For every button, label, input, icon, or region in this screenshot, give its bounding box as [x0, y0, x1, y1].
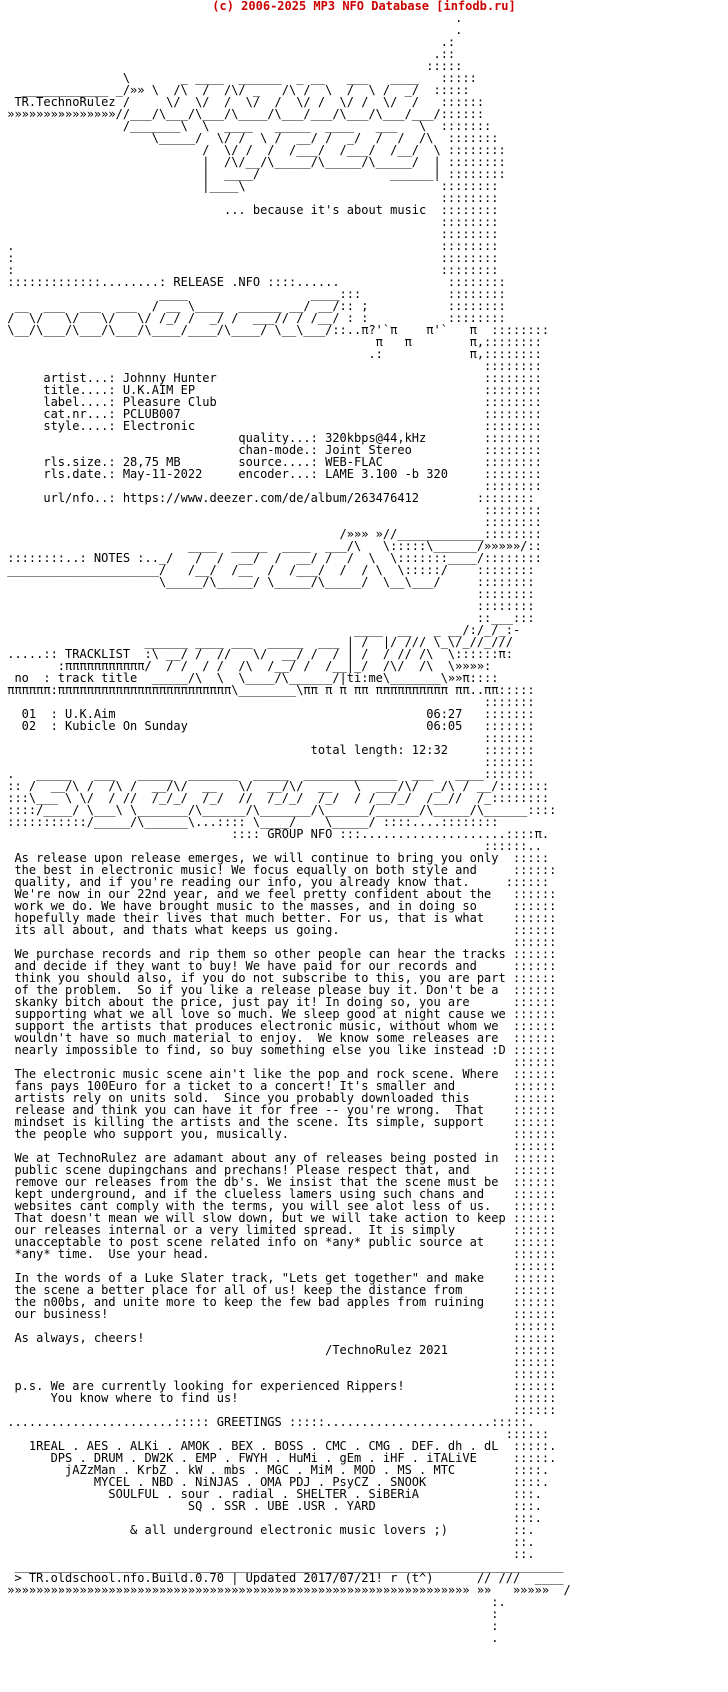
nfo-line: skanky bitch about the price, just pay it! In doing so, you are :::::: [0, 995, 557, 1009]
nfo-line: :::::::::::::........: RELEASE .NFO ::::...... :::::::: [0, 275, 506, 289]
nfo-line: label....: Pleasure Club :::::::: [0, 395, 542, 409]
nfo-line: \__/\___/\___/\___/\____/____/\____/ \__\___/::..π?'`π π'` π :::::::: [0, 323, 550, 337]
nfo-line: 1REAL . AES . ALKi . AMOK . BEX . BOSS . CMC . CMG . DEF. dh . dL :::::. [0, 1439, 557, 1453]
nfo-line: artist...: Johnny Hunter :::::::: [0, 371, 542, 385]
nfo-line: no : track title _____/\ \ \____/\______/|ti:me\_______\»»π:::: [0, 671, 499, 685]
nfo-line: ::. [0, 1547, 535, 1561]
nfo-line: That doesn't mean we will slow down, but we will take action to keep :::::: [0, 1211, 557, 1225]
nfo-line: ____ ____::: :::::::: [0, 287, 506, 301]
nfo-line: / \/ \/ \/ \/ /_/ / _/ / ___// / /__/ : : :::::::: [0, 311, 506, 325]
nfo-line: .....:: TRACKLIST :\ __/ / // \/ __/ / / | / / // /\ \::::::π: [0, 647, 513, 661]
nfo-line: artists rely on units sold. Since you probably downloaded this :::::: [0, 1091, 557, 1105]
nfo-line: wouldn't have so much material to enjoy. We know some releases are :::::: [0, 1031, 557, 1045]
nfo-ascii-document [0, 12, 728, 1692]
nfo-line: /»»» »//____________:::::::: [0, 527, 542, 541]
nfo-line: ____ __ _ __/:/_/_:- [0, 623, 521, 637]
nfo-line: You know where to find us! :::::: [0, 1391, 557, 1405]
nfo-line: the scene a better place for all of us! keep the distance from :::::: [0, 1283, 557, 1297]
nfo-line: cat.nr...: PCLUB007 :::::::: [0, 407, 542, 421]
nfo-line: As release upon release emerges, we will continue to bring you only ::::: [0, 851, 550, 865]
nfo-line: :::. [0, 1511, 542, 1525]
nfo-line: . [0, 12, 463, 25]
nfo-line: »»»»»»»»»»»»»»»//___/\___/\___/\____/\___/___/\___/\___/___/:::::: [0, 107, 485, 121]
nfo-line: . [0, 23, 463, 37]
nfo-line: remove our releases from the db's. We insist that the scene must be :::::: [0, 1175, 557, 1189]
nfo-line: : :::::::: [0, 251, 499, 265]
nfo-line: ::::::::..: NOTES :.._/ / / __/ / __/ / / \ \:::::::____/:::::::: [0, 551, 542, 565]
nfo-line: quality, and if you're reading our info, you already know that. :::::: [0, 875, 550, 889]
nfo-line: kept underground, and if the clueless lamers using such chans and :::::: [0, 1187, 557, 1201]
nfo-line: and decide if they want to buy! We have paid for our records and :::::: [0, 959, 557, 973]
nfo-line: :::::::: [0, 191, 499, 205]
nfo-line: In the words of a Luke Slater track, "Lets get together" and make :::::: [0, 1271, 557, 1285]
nfo-line: :::::: [0, 1367, 557, 1381]
nfo-line: ... because it's about music :::::::: [0, 203, 499, 217]
nfo-line: ____________ _/»» \ /\ / /\/ _ /\ / \ / \ / _/ ::::: [0, 83, 470, 97]
nfo-line: \_____/ \/ / \ / __/ / _/ / / /\ ::::::: [0, 131, 499, 145]
nfo-line: .......................::::: GREETINGS :::::.......................:::::. [0, 1415, 535, 1429]
nfo-line: ____ _____ ____ ___/\ \:::::\______/»»»»»/:: [0, 539, 542, 553]
nfo-line: | ____/ ______| :::::::: [0, 167, 506, 181]
nfo-line: websites cant comply with the terms, you will see alot less of us. :::::: [0, 1199, 557, 1213]
nfo-line: We're now in our 22nd year, and we feel pretty confident about the :::::: [0, 887, 557, 901]
nfo-line: 02 : Kubicle On Sunday 06:05 ::::::: [0, 719, 535, 733]
nfo-line: TR.TechnoRulez / \/ \/ / \/ / \/ / \/ / \/ / :::::: [0, 95, 485, 109]
nfo-line: :::: GROUP NFO :::....................::::π. [0, 827, 550, 841]
nfo-line: ::::/____/ \___\ \_______/\______/\_______/\______/______/\_____/\______:::: [0, 803, 557, 817]
site-credit-banner: (c) 2006-2025 MP3 NFO Database [infodb.ru] [212, 0, 516, 13]
nfo-line: »»»»»»»»»»»»»»»»»»»»»»»»»»»»»»»»»»»»»»»»»»»»»»»»»»»»»»»»»»»»»»»» »» »»»»» / [0, 1583, 571, 1597]
nfo-line: nearly impossible to find, so buy something else you like instead :D :::::: [0, 1043, 557, 1057]
nfo-line: the n00bs, and unite more to keep the few bad apples from ruining :::::: [0, 1295, 557, 1309]
nfo-line: 01 : U.K.Aim 06:27 ::::::: [0, 707, 535, 721]
nfo-line: our business! :::::: [0, 1307, 557, 1321]
nfo-line: :πππππππππππ/ / / / / /\ /__/ / /__|_/ /\/ /\ \»»»»: [0, 659, 492, 673]
nfo-line: ::::::: [0, 731, 535, 745]
nfo-line: : [0, 1619, 499, 1633]
nfo-line: its all about, and thats what keeps us going. :::::: [0, 923, 557, 937]
nfo-line: mindset is killing the artists and the scene. Its simple, support :::::: [0, 1115, 557, 1129]
nfo-line: *any* time. Use your head. :::::: [0, 1247, 557, 1261]
nfo-line: The electronic music scene ain't like the pop and rock scene. Where :::::: [0, 1067, 557, 1081]
nfo-line: total length: 12:32 ::::::: [0, 743, 535, 757]
nfo-line: :::::::: [0, 599, 535, 613]
nfo-line: :::::: [0, 1427, 550, 1441]
nfo-line: the best in electronic music! We focus equally on both style and :::::: [0, 863, 557, 877]
nfo-line: π π π,:::::::: [0, 335, 542, 349]
nfo-line: hopefully made their lives that much better. For us, that is what :::::: [0, 911, 557, 925]
nfo-line: / \/ / / /___/ /___/ /__/ \ :::::::: [0, 143, 506, 157]
nfo-line: rls.date.: May-11-2022 encoder...: LAME 3.100 -b 320 :::::::: [0, 467, 542, 481]
nfo-line: > TR.oldschool.nfo.Build.0.70 | Updated 2017/07/21! r (t^) // /// ____ [0, 1571, 564, 1585]
nfo-line: . _____ ___ _____ _______ _____ _____________ ___ ____::::::: [0, 767, 535, 781]
nfo-line: public scene dupingchans and prechans! Please respect that, and :::::: [0, 1163, 557, 1177]
nfo-line: :::::::::::/_____/\______\...:::: \____/ \_____/ ::::....:::::::: [0, 815, 499, 829]
nfo-line: :::::: [0, 1259, 557, 1273]
nfo-line: ::::::: [0, 695, 535, 709]
nfo-line: .: π,:::::::: [0, 347, 542, 361]
nfo-line: : :::::::: [0, 263, 499, 277]
nfo-line: ____________________________________________________________________________ [0, 1559, 564, 1573]
nfo-line: We at TechnoRulez are adamant about any of releases being posted in :::::: [0, 1151, 557, 1165]
nfo-line: _____________________/ /__/ /__ / /___/ / / \ \:::::/ :::::::: [0, 563, 535, 577]
nfo-line: support the artists that produces electronic music, without whom we :::::: [0, 1019, 557, 1033]
nfo-line: :::::: [0, 935, 557, 949]
nfo-line: :::\___ \ \/ / // /_/_/ /_/ // /_/_/ /_/ / /__/_/ /__// /_:::::::: [0, 791, 550, 805]
nfo-line: DPS . DRUM . DW2K . EMP . FWYH . HuMi . gEm . iHF . iTALiVE :::::. [0, 1451, 557, 1465]
nfo-line: |____\ :::::::: [0, 179, 499, 193]
nfo-line: ππππππ:ππππππππππππππππππππππππ\________\ππ π π ππ ππππππππππ ππ..ππ::::: [0, 683, 535, 697]
nfo-line: :::::::: [0, 227, 499, 241]
nfo-line: \ _ ____ ______ _ __ ___ ____ ::::: [0, 71, 477, 85]
nfo-line: the people who support you, musically. :::::: [0, 1127, 557, 1141]
nfo-line: release and think you can have it for free -- you're wrong. That :::::: [0, 1103, 557, 1117]
nfo-line: ::::::: [0, 755, 535, 769]
nfo-line: MYCEL . NBD . NiNJAS . OMA PDJ . PsyCZ . SNOOK ::::. [0, 1475, 550, 1489]
nfo-line: :::::::: [0, 215, 499, 229]
nfo-line: : [0, 1607, 499, 1621]
nfo-line: .: [0, 35, 456, 49]
nfo-line: :::::::: [0, 587, 535, 601]
nfo-line: .:: [0, 47, 456, 61]
nfo-line: title....: U.K.AIM EP :::::::: [0, 383, 542, 397]
nfo-line: \_____/\_____/ \_____/\_____/ \__\___/ :::::::: [0, 575, 535, 589]
nfo-line: /TechnoRulez 2021 :::::: [0, 1343, 557, 1357]
nfo-line: style....: Electronic :::::::: [0, 419, 542, 433]
nfo-line: :::::: [0, 1055, 557, 1069]
nfo-line: ::. [0, 1535, 535, 1549]
nfo-line: | /\/__/\_____/\_____/\_____/ | :::::::: [0, 155, 506, 169]
nfo-line: :::::: [0, 1319, 557, 1333]
nfo-line: ::::::.. [0, 839, 542, 853]
nfo-line: ::::: [0, 59, 463, 73]
nfo-line: :::::: [0, 1355, 557, 1369]
nfo-line: supporting what we all love so much. We sleep good at night cause we :::::: [0, 1007, 557, 1021]
nfo-line: . [0, 1631, 499, 1645]
nfo-line: . :::::::: [0, 239, 499, 253]
nfo-line: url/nfo..: https://www.deezer.com/de/album/263476412 :::::::: [0, 491, 535, 505]
nfo-line: quality...: 320kbps@44,kHz :::::::: [0, 431, 542, 445]
nfo-line: & all underground electronic music lovers ;) ::. [0, 1523, 535, 1537]
nfo-line: chan-mode.: Joint Stereo :::::::: [0, 443, 542, 457]
nfo-line: ______ ____ ___ _____ ___ | / |/ /// \_\/_//_/// [0, 635, 513, 649]
nfo-line: :::::: [0, 1139, 557, 1153]
nfo-line: think you should also, if you do not subscribe to this, you are part :::::: [0, 971, 557, 985]
nfo-line: work we do. We have brought music to the masses, and in doing so :::::: [0, 899, 557, 913]
nfo-line: :::::::: [0, 479, 542, 493]
nfo-line: of the problem. So if you like a release please buy it. Don't be a :::::: [0, 983, 557, 997]
nfo-line: :::::::: [0, 515, 542, 529]
nfo-line: our releases internal or a very limited spread. It is simply :::::: [0, 1223, 557, 1237]
nfo-line: :::::::: [0, 503, 542, 517]
nfo-line: As always, cheers! :::::: [0, 1331, 557, 1345]
nfo-line: ::___::: [0, 611, 535, 625]
nfo-line: SQ . SSR . UBE .USR . YARD :::. [0, 1499, 542, 1513]
nfo-line: /_______\ \ ____ _____ ____ ___ \ ::::::: [0, 119, 492, 133]
nfo-line: p.s. We are currently looking for experienced Rippers! :::::: [0, 1379, 557, 1393]
nfo-line: jAZzMan . KrbZ . kW . mbs . MGC . MiM . MOD . MS . MTC ::::. [0, 1463, 550, 1477]
nfo-line: :: / __/\ / /\ / __/\/ __ \/ __/\/ __ \ ___/\/ _/\ / __/::::::: [0, 779, 550, 793]
nfo-line: fans pays 100Euro for a ticket to a concert! It's smaller and :::::: [0, 1079, 557, 1093]
nfo-line: SOULFUL . sour . radial . SHELTER . SiBERiA :::. [0, 1487, 542, 1501]
nfo-line: :::::::: [0, 359, 542, 373]
nfo-line: :. [0, 1595, 506, 1609]
nfo-line: :::::: [0, 1403, 557, 1417]
nfo-line: rls.size.: 28,75 MB source....: WEB-FLAC :::::::: [0, 455, 542, 469]
nfo-line: unacceptable to post scene related info on *any* public source at :::::: [0, 1235, 557, 1249]
nfo-line: We purchase records and rip them so other people can hear the tracks :::::: [0, 947, 557, 961]
nfo-line: __ ___ ___ ___ / __ \____ ______ __/ __/:: ; :::::::: [0, 299, 506, 313]
